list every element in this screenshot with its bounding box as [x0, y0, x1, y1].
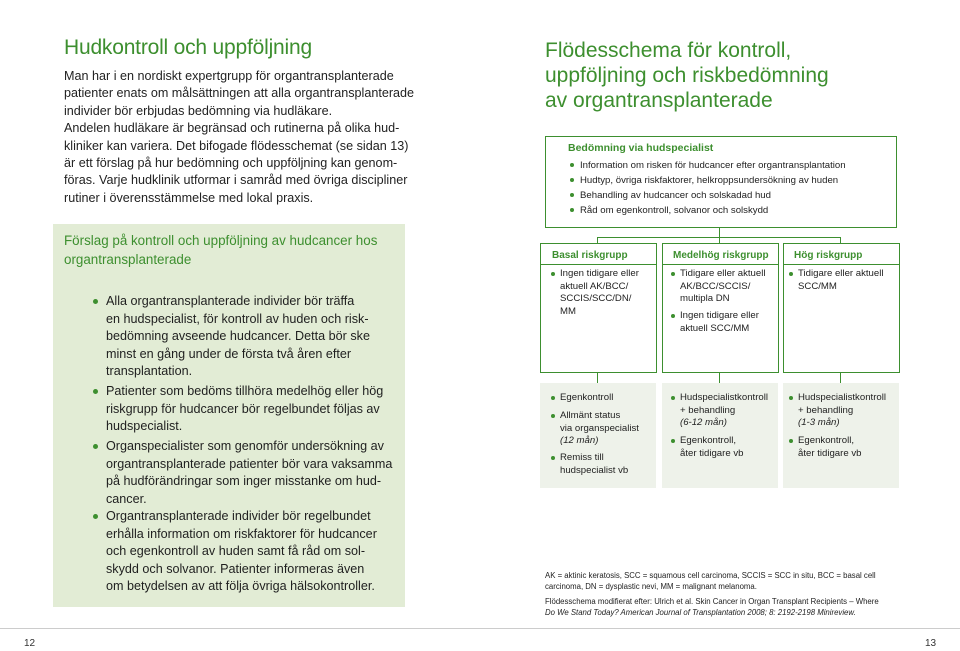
intro-line: är ett förslag på hur bedömning och uppföljning kan genom-: [64, 156, 398, 171]
assessment-item: [580, 159, 846, 172]
criteria-line: AK/BCC/SCCIS/: [680, 280, 751, 292]
suggestion-line: cancer.: [106, 491, 147, 506]
risk-divider: [540, 264, 656, 265]
suggestion-line: skydd och solvanor. Patienter informeras även: [106, 561, 365, 576]
risk-action-item: [798, 392, 886, 430]
risk-action-item: [680, 392, 768, 430]
title-line: av organtransplanterade: [545, 89, 773, 112]
suggestion-item: [106, 293, 370, 381]
bullet-icon: [789, 439, 793, 443]
criteria-line: Tidigare eller aktuell: [798, 268, 884, 279]
suggestion-list: [106, 293, 406, 593]
bullet-icon: [570, 208, 574, 212]
action-line: hudspecialist vb: [560, 464, 629, 476]
criteria-line: aktuell SCC/MM: [680, 322, 750, 334]
suggestion-line: Organtransplanterade individer bör regelbundet: [106, 509, 371, 523]
suggestion-line: Patienter som bedöms tillhöra medelhög eller hög: [106, 384, 384, 398]
action-line: + behandling: [798, 404, 854, 416]
bullet-icon: [551, 414, 555, 418]
bullet-icon: [671, 439, 675, 443]
intro-line: individer bör erbjudas bedömning via hudläkare.: [64, 103, 333, 118]
intro-line: föras. Varje hudklinik utformar i samråd med övriga discipliner: [64, 173, 408, 188]
source-note: [545, 597, 905, 618]
intro-paragraph: [64, 68, 424, 207]
risk-action-item: [798, 435, 861, 460]
criteria-line: SCCIS/SCC/DN/: [560, 293, 632, 305]
risk-action-item: [680, 435, 743, 460]
bullet-icon: [671, 396, 675, 400]
action-line: Egenkontroll,: [798, 435, 854, 446]
assessment-item: [580, 174, 838, 187]
risk-group-title: Basal riskgrupp: [552, 250, 628, 261]
criteria-line: Ingen tidigare eller: [680, 310, 759, 321]
action-line: Hudspecialistkontroll: [680, 392, 768, 403]
suggestion-line: hudspecialist.: [106, 419, 183, 434]
risk-action-item: [560, 410, 639, 448]
intro-line: patienter enats om målsättningen att alla organtransplanterade: [64, 86, 415, 101]
risk-criteria-item: [680, 268, 766, 306]
page-number-left: 12: [24, 638, 36, 649]
bullet-icon: [570, 193, 574, 197]
bullet-icon: [671, 272, 675, 276]
intro-line: Man har i en nordiskt expertgrupp för organtransplanterade: [64, 69, 394, 83]
suggestion-line: Alla organtransplanterade individer bör träffa: [106, 294, 355, 308]
assessment-item: [580, 189, 771, 202]
suggestion-item: [106, 438, 392, 508]
bullet-icon: [93, 444, 98, 449]
action-line: + behandling: [680, 404, 736, 416]
bullet-icon: [93, 299, 98, 304]
bullet-icon: [570, 178, 574, 182]
suggestion-item: [106, 508, 377, 596]
suggestion-line: riskgrupp för hudcancer bör regelbundet följas av: [106, 401, 380, 416]
action-line: (12 mån): [560, 435, 599, 447]
abbrev-line: AK = aktinic keratosis, SCC = squamous cell carcinoma, SCCIS = SCC in situ, BCC = basal cell: [545, 571, 876, 580]
assessment-item-text: Behandling av hudcancer och solskadad hud: [580, 190, 771, 201]
suggestion-line: om betydelsen av att följa övriga hälsokontroller.: [106, 579, 375, 594]
footer-divider: [0, 628, 960, 629]
risk-criteria-item: [680, 310, 759, 335]
flow-connector: [719, 372, 720, 383]
criteria-line: multipla DN: [680, 293, 730, 305]
source-line: Flödesschema modifierat efter: Ulrich et al. Skin Cancer in Organ Transplant Recipients – Where: [545, 597, 879, 606]
suggestion-line: organtransplanterade patienter bör vara vaksamma: [106, 456, 393, 471]
page-title-right: [545, 38, 885, 113]
bullet-icon: [551, 456, 555, 460]
action-line: (1-3 mån): [798, 417, 840, 429]
suggestion-heading: Förslag på kontroll och uppföljning av hudcancer hos organtransplanterade: [64, 233, 378, 267]
suggestion-line: och egenkontroll av huden samt få råd om sol-: [106, 544, 366, 559]
risk-action-item: [560, 392, 613, 405]
action-line: Allmänt status: [560, 410, 621, 421]
action-line: Remiss till: [560, 452, 604, 463]
bullet-icon: [551, 396, 555, 400]
risk-action-item: [560, 452, 628, 477]
suggestion-item: [106, 383, 383, 436]
assessment-item-text: Råd om egenkontroll, solvanor och solskydd: [580, 205, 769, 216]
action-line: via organspecialist: [560, 422, 639, 434]
bullet-icon: [93, 514, 98, 519]
risk-divider: [662, 264, 778, 265]
abbrev-line: carcinoma, DN = dysplastic nevi, MM = malignant melanoma.: [545, 581, 757, 591]
intro-line: kliniker kan variera. Det bifogade flödesschemat (se sidan 13): [64, 138, 409, 153]
action-line: Egenkontroll: [560, 392, 614, 403]
suggestion-line: bedömning avseende hudcancer. Detta bör ske: [106, 329, 370, 344]
bullet-icon: [551, 272, 555, 276]
action-line: (6-12 mån): [680, 417, 727, 429]
risk-group-medium: [662, 243, 779, 373]
bullet-icon: [570, 163, 574, 167]
criteria-line: Ingen tidigare eller: [560, 268, 639, 279]
criteria-line: MM: [560, 305, 576, 317]
suggestion-line: på hudförändringar som inger misstanke om hud-: [106, 474, 382, 489]
abbreviation-note: [545, 571, 905, 592]
assessment-item: [580, 204, 768, 217]
risk-criteria-item: [798, 268, 884, 293]
suggestion-line: transplantation.: [106, 364, 193, 379]
criteria-line: Tidigare eller aktuell: [680, 268, 766, 279]
bullet-icon: [93, 389, 98, 394]
risk-group-title: Hög riskgrupp: [794, 250, 863, 261]
assessment-item-text: Information om risken för hudcancer efter organtransplantation: [580, 160, 846, 171]
suggestion-line: en hudspecialist, för kontroll av huden och risk-: [106, 311, 369, 326]
suggestion-line: erhålla information om riskfaktorer för hudcancer: [106, 526, 377, 541]
source-line: Do We Stand Today? American Journal of Transplantation 2008; 8: 2192-2198 Minireview.: [545, 607, 856, 617]
assessment-item-text: Hudtyp, övriga riskfaktorer, helkroppsundersökning av huden: [580, 175, 839, 186]
flow-connector: [597, 372, 598, 383]
risk-criteria-item: [560, 268, 639, 318]
intro-line: rutiner i överensstämmelse med lokal praxis.: [64, 190, 314, 205]
action-line: Egenkontroll,: [680, 435, 736, 446]
title-line: uppföljning och riskbedömning: [545, 64, 829, 87]
action-line: Hudspecialistkontroll: [798, 392, 886, 403]
risk-group-title: Medelhög riskgrupp: [673, 250, 769, 261]
intro-line: Andelen hudläkare är begränsad och rutinerna på olika hud-: [64, 121, 400, 136]
criteria-line: aktuell AK/BCC/: [560, 280, 629, 292]
suggestion-line: Organspecialister som genomför undersökning av: [106, 439, 384, 453]
page-number-right: 13: [925, 638, 937, 649]
flow-connector: [840, 372, 841, 383]
action-line: åter tidigare vb: [798, 447, 862, 459]
bullet-icon: [789, 396, 793, 400]
suggestion-line: minst en gång under de första två åren efter: [106, 346, 352, 361]
page-title-left: Hudkontroll och uppföljning: [64, 36, 312, 59]
assessment-heading: Bedömning via hudspecialist: [568, 142, 714, 154]
bullet-icon: [789, 272, 793, 276]
action-line: åter tidigare vb: [680, 447, 744, 459]
risk-divider: [783, 264, 899, 265]
title-line: Flödesschema för kontroll,: [545, 39, 792, 62]
criteria-line: SCC/MM: [798, 280, 837, 292]
risk-group-high: [783, 243, 900, 373]
bullet-icon: [671, 314, 675, 318]
